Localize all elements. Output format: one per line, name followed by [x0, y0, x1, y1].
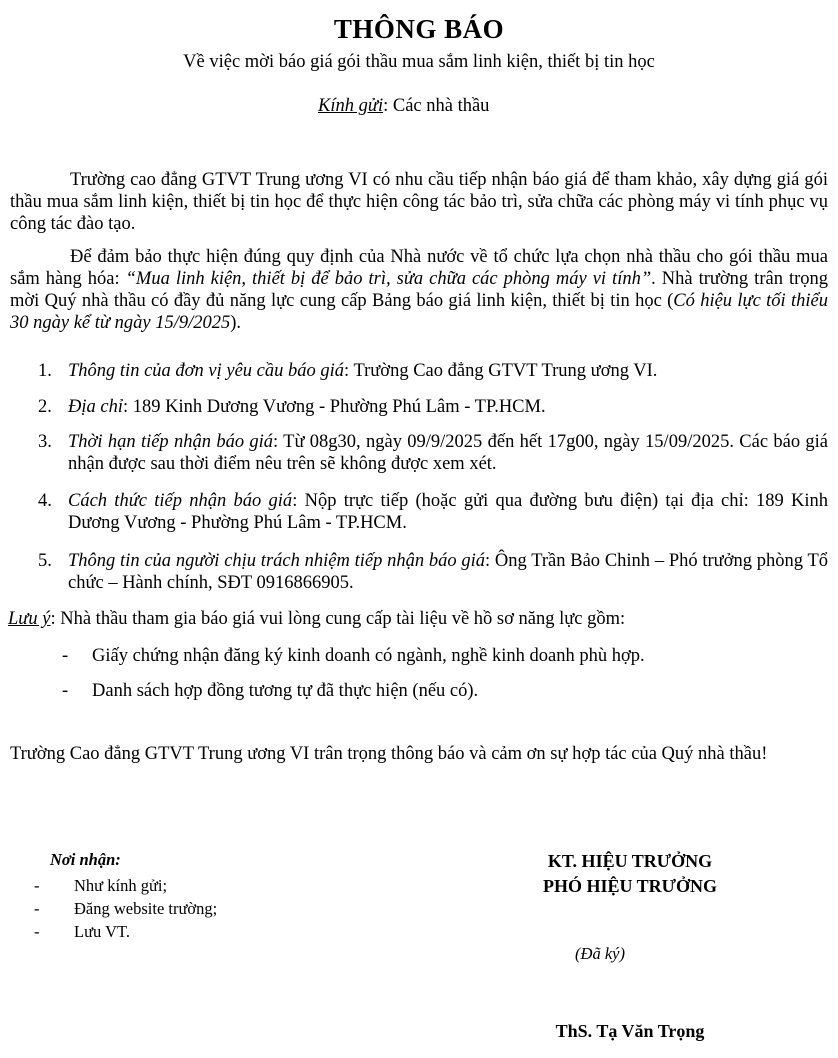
recipient-dash: - — [34, 876, 40, 895]
regulation-paragraph — [10, 246, 828, 334]
regulation-text-3: ). — [230, 313, 242, 333]
package-name-quote: “Mua linh kiện, thiết bị để bảo trì, sửa chữa các phòng máy vi tính” — [125, 269, 652, 289]
list-item-text — [68, 396, 828, 418]
document-title: THÔNG BÁO — [333, 14, 505, 44]
list-item-value: : Nộp trực tiếp (hoặc gửi qua đường bưu điện) tại địa chỉ: 189 Kinh Dương Vương - Phường Phú Lâm - TP.HCM. — [68, 491, 829, 533]
list-item-number: 1. — [38, 361, 52, 381]
list-item-text — [68, 360, 828, 382]
greeting-value: Các nhà thầu — [392, 96, 490, 116]
recipient-dash: - — [34, 922, 40, 941]
list-item-value: : Trường Cao đẳng GTVT Trung ương VI. — [344, 361, 658, 381]
list-item-number: 4. — [38, 491, 52, 511]
signature-title-2: PHÓ HIỆU TRƯỞNG — [542, 876, 717, 896]
signer-name: ThS. Tạ Văn Trọng — [555, 1021, 705, 1041]
bullet-dash: - — [62, 681, 69, 701]
list-item-number: 3. — [38, 432, 52, 452]
signature-title-1: KT. HIỆU TRƯỞNG — [547, 851, 713, 871]
list-item-label: Thời hạn tiếp nhận báo giá — [68, 432, 274, 452]
greeting-separator: : — [383, 96, 393, 116]
recipient-item: Đăng website trường; — [74, 899, 218, 918]
document-subtitle: Về việc mời báo giá gói thầu mua sắm linh kiện, thiết bị tin học — [183, 52, 655, 72]
regulation-text-1: Để đảm bảo thực hiện đúng quy định của Nhà nước về tổ chức lựa chọn nhà thầu cho gói thầu mua sắm hàng hóa: — [10, 247, 828, 289]
list-item-text — [68, 490, 828, 534]
note-text: : Nhà thầu tham gia báo giá vui lòng cung cấp tài liệu về hồ sơ năng lực gồm: — [50, 609, 626, 629]
list-item-label: Cách thức tiếp nhận báo giá — [68, 491, 293, 511]
list-item-value: : Từ 08g30, ngày 09/9/2025 đến hết 17g00, ngày 15/09/2025. Các báo giá nhận được sau thời điểm nêu trên sẽ không được xem xét. — [68, 432, 828, 474]
recipients-title: Nơi nhận: — [50, 850, 121, 869]
greeting-line — [318, 96, 489, 117]
list-item-number: 5. — [38, 551, 52, 571]
closing-paragraph: Trường Cao đẳng GTVT Trung ương VI trân trọng thông báo và cảm ơn sự hợp tác của Quý nhà thầu! — [10, 744, 768, 764]
recipient-item: Như kính gửi; — [74, 876, 168, 895]
list-item-label: Thông tin của người chịu trách nhiệm tiếp nhận báo giá — [68, 551, 486, 571]
list-item-value: : Ông Trần Bảo Chinh – Phó trưởng phòng Tổ chức – Hành chính, SĐT 0916866905. — [68, 551, 828, 593]
list-item-text — [68, 431, 828, 475]
note-line — [8, 608, 625, 630]
list-item-number: 2. — [38, 397, 52, 417]
bullet-text: Giấy chứng nhận đăng ký kinh doanh có ngành, nghề kinh doanh phù hợp. — [92, 646, 645, 666]
recipient-item: Lưu VT. — [74, 922, 130, 941]
list-item-value: : 189 Kinh Dương Vương - Phường Phú Lâm - TP.HCM. — [122, 397, 546, 417]
greeting-label: Kính gửi — [318, 96, 384, 116]
recipient-dash: - — [34, 899, 40, 918]
bullet-dash: - — [62, 646, 69, 666]
bullet-text: Danh sách hợp đồng tương tự đã thực hiện (nếu có). — [92, 681, 479, 701]
note-label: Lưu ý — [8, 609, 51, 629]
intro-paragraph: Trường cao đẳng GTVT Trung ương VI có nhu cầu tiếp nhận báo giá để tham khảo, xây dựng giá gói thầu mua sắm linh kiện, thiết bị tin học để thực hiện công tác bảo trì, sửa chữa các phòng máy vi tính phục vụ công tác đào tạo. — [10, 170, 828, 234]
list-item-label: Địa chỉ — [68, 397, 123, 417]
list-item-text — [68, 550, 828, 594]
regulation-text-2: . Nhà trường trân trọng mời Quý nhà thầu có đầy đủ năng lực cung cấp Bảng báo giá linh kiện, thiết bị tin học ( — [10, 269, 828, 311]
validity-note: Có hiệu lực tối thiểu 30 ngày kể từ ngày 15/9/2025 — [10, 291, 829, 333]
list-item-label: Thông tin của đơn vị yêu cầu báo giá — [68, 361, 345, 381]
signed-note: (Đã ký) — [575, 944, 625, 963]
